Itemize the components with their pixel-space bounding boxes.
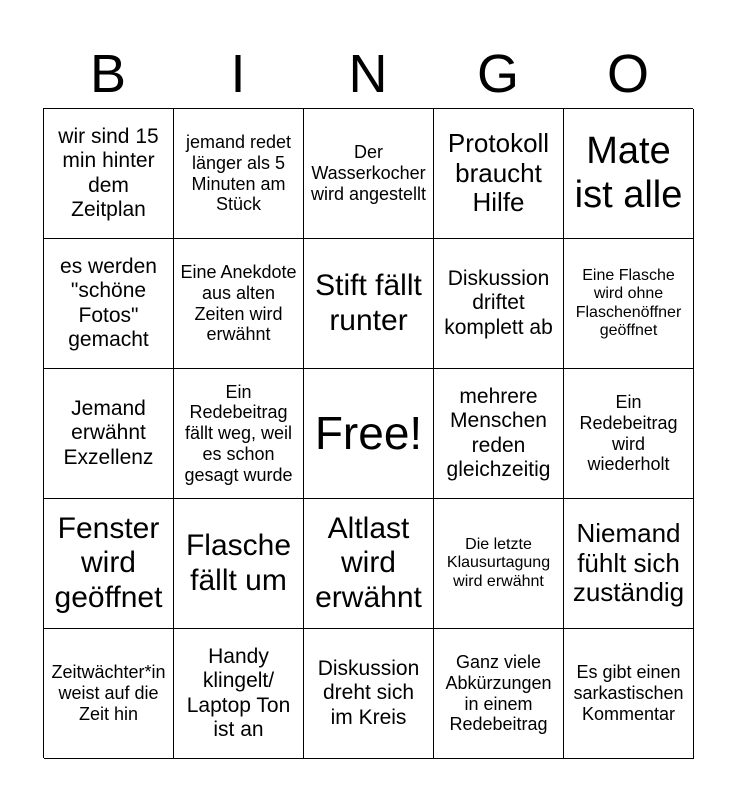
bingo-cell[interactable]: Handy klingelt/ Laptop Ton ist an — [174, 629, 304, 759]
bingo-free-cell[interactable]: Free! — [304, 369, 434, 499]
bingo-cell[interactable]: Stift fällt runter — [304, 239, 434, 369]
bingo-grid — [43, 108, 693, 758]
bingo-cell[interactable]: Jemand erwähnt Exzellenz — [44, 369, 174, 499]
bingo-cell[interactable]: Die letzte Klausurtagung wird erwähnt — [434, 499, 564, 629]
bingo-cell[interactable]: Fenster wird geöffnet — [44, 499, 174, 629]
bingo-cell[interactable]: Ein Redebeitrag wird wiederholt — [564, 369, 694, 499]
bingo-cell[interactable]: wir sind 15 min hinter dem Zeitplan — [44, 109, 174, 239]
bingo-cell[interactable]: Altlast wird erwähnt — [304, 499, 434, 629]
bingo-cell[interactable]: mehrere Menschen reden gleichzeitig — [434, 369, 564, 499]
bingo-cell[interactable]: Ganz viele Abkürzungen in einem Redebeitrag — [434, 629, 564, 759]
bingo-cell[interactable]: Flasche fällt um — [174, 499, 304, 629]
bingo-cell[interactable]: Protokoll braucht Hilfe — [434, 109, 564, 239]
bingo-cell[interactable]: Ein Redebeitrag fällt weg, weil es schon gesagt wurde — [174, 369, 304, 499]
bingo-cell[interactable]: Es gibt einen sarkastischen Kommentar — [564, 629, 694, 759]
bingo-header — [43, 40, 693, 108]
header-letter-b: B — [89, 44, 127, 104]
bingo-cell[interactable]: Zeitwächter*in weist auf die Zeit hin — [44, 629, 174, 759]
bingo-cell[interactable]: Eine Anekdote aus alten Zeiten wird erwähnt — [174, 239, 304, 369]
bingo-cell[interactable]: jemand redet länger als 5 Minuten am Stück — [174, 109, 304, 239]
bingo-cell[interactable]: Eine Flasche wird ohne Flaschenöffner geöffnet — [564, 239, 694, 369]
bingo-cell[interactable]: Diskussion dreht sich im Kreis — [304, 629, 434, 759]
header-letter-i: I — [230, 44, 246, 104]
bingo-cell[interactable]: Diskussion driftet komplett ab — [434, 239, 564, 369]
bingo-cell[interactable]: Niemand fühlt sich zuständig — [564, 499, 694, 629]
header-letter-g: G — [476, 44, 519, 104]
bingo-cell[interactable]: Mate ist alle — [564, 109, 694, 239]
header-letter-n: N — [348, 44, 388, 104]
bingo-cell[interactable]: es werden "schöne Fotos" gemacht — [44, 239, 174, 369]
header-letter-o: O — [606, 44, 649, 104]
bingo-cell[interactable]: Der Wasserkocher wird angestellt — [304, 109, 434, 239]
